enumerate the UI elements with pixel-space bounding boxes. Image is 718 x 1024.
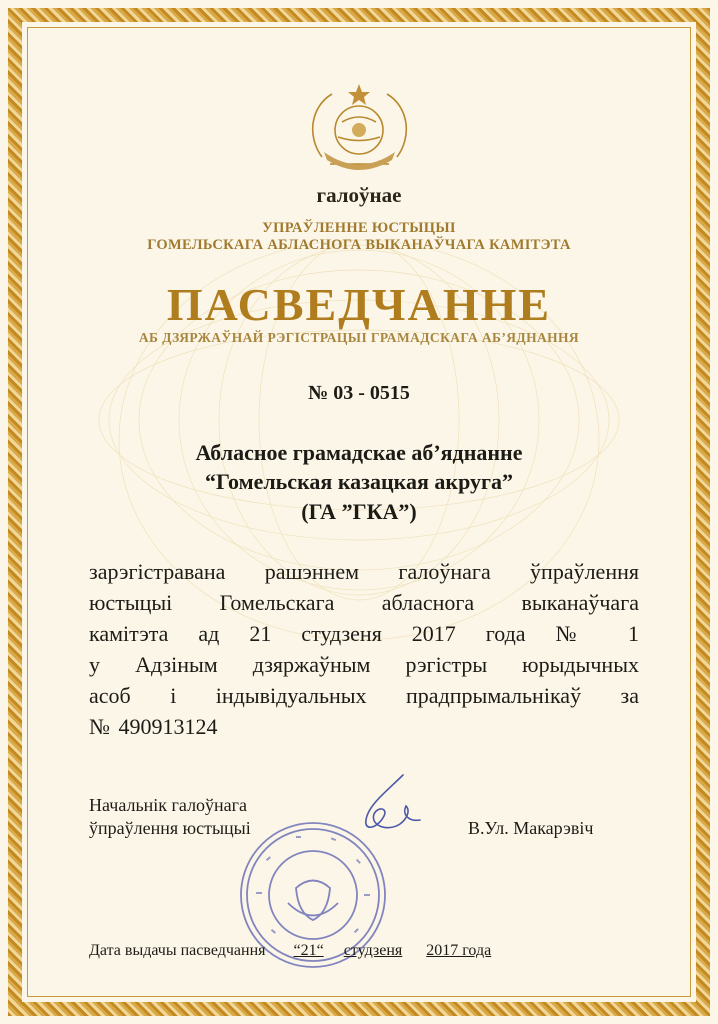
document-subtitle: АБ ДЗЯРЖАЎНАЙ РЭГІСТРАЦЫІ ГРАМАДСКАГА АБ’ЯДНАННЯ [138, 330, 580, 345]
registration-text-line: асоб і індывідуальных прадпрымальнікаў за [89, 683, 639, 708]
certificate-number: № 03 - 0515 [308, 382, 410, 404]
issue-date-label: Дата выдачы пасведчання [89, 942, 266, 959]
authority-prefix: галоўнае [316, 183, 402, 207]
signatory-position-line-2: ўпраўлення юстыцыі [89, 818, 251, 838]
registration-text-line: у Адзіным дзяржаўным рэгістры юрыдычных [89, 652, 639, 677]
coat-of-arms-emblem [302, 82, 417, 177]
authority-name-line-2: ГОМЕЛЬСКАГА АБЛАСНОГА ВЫКАНАЎЧАГА КАМІТЭТА [147, 237, 571, 253]
organization-name-line-2: “Гомельская казацкая акруга” [204, 469, 514, 494]
issue-date-day: “21“ [293, 942, 324, 959]
issue-date-year: 2017 года [426, 942, 492, 959]
signatory-name: В.Ул. Макарэвіч [468, 818, 594, 838]
issue-date-month: студзеня [343, 942, 403, 959]
registration-text-line: юстыцыі Гомельскага абласнога выканаўчага [89, 590, 639, 615]
registration-text-line: камітэта ад 21 студзеня 2017 года № 1 [89, 621, 639, 646]
registration-text [89, 556, 639, 742]
organization-abbreviation: (ГА ”ГКА”) [301, 499, 417, 524]
issue-date-line [89, 942, 491, 960]
registration-text-line: № 490913124 [89, 714, 218, 739]
authority-name-line-1: УПРАЎЛЕННЕ ЮСТЫЦЫІ [262, 220, 456, 236]
registration-text-line: зарэгістравана рашэннем галоўнага ўпраўлення [89, 559, 639, 584]
handwritten-signature [348, 770, 428, 850]
signatory-position-line-1: Начальнік галоўнага [89, 795, 248, 815]
organization-name-line-1: Абласное грамадскае аб’яднанне [195, 440, 523, 465]
document-title: ПАСВЕДЧАННЕ [166, 279, 552, 330]
